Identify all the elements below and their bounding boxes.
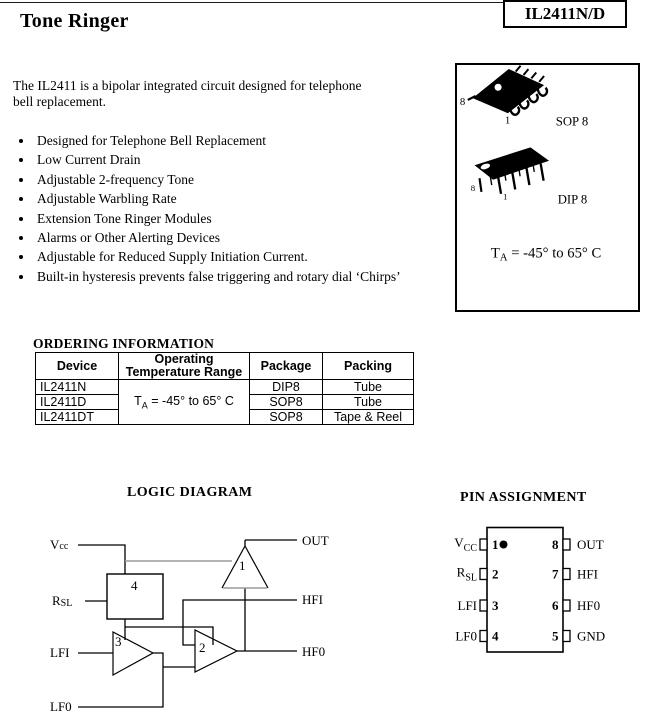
svg-text:7: 7 bbox=[552, 566, 559, 582]
pin1-marker bbox=[500, 541, 508, 549]
sop-pin1-label: 1 bbox=[504, 114, 511, 127]
page-title: Tone Ringer bbox=[20, 10, 129, 32]
feature-item: • Adjustable 2-frequency Tone bbox=[34, 170, 446, 189]
col-header-device: Device bbox=[36, 353, 119, 380]
svg-text:2: 2 bbox=[492, 566, 499, 582]
pin-label-gnd: GND bbox=[577, 628, 606, 644]
svg-text:5: 5 bbox=[552, 628, 559, 644]
ordering-table bbox=[35, 352, 414, 425]
feature-item: • Alarms or Other Alerting Devices bbox=[34, 228, 446, 247]
pin-label-hfi: HFI bbox=[577, 566, 598, 582]
feature-item: • Low Current Drain bbox=[34, 150, 446, 169]
part-number: IL2411N/D bbox=[524, 4, 606, 23]
lfi-label: LFI bbox=[50, 645, 70, 660]
pin-label-lf0: LF0 bbox=[455, 628, 477, 644]
pin-labels bbox=[454, 535, 605, 644]
pin-label-rsl: $R_{SL}$ bbox=[456, 564, 477, 584]
hfi-label: HFI bbox=[302, 592, 323, 607]
device-cell: IL2411DT bbox=[36, 410, 119, 425]
pin-assignment-diagram bbox=[440, 515, 645, 665]
pin-assignment-heading: PIN ASSIGNMENT bbox=[460, 490, 587, 505]
vcc-label: Vcc bbox=[50, 537, 69, 552]
dip-pin1-label: 1 bbox=[502, 191, 508, 202]
package-drawings bbox=[457, 65, 638, 310]
feature-list bbox=[18, 131, 446, 286]
col-header-package: Package bbox=[250, 353, 323, 380]
svg-text:6: 6 bbox=[552, 598, 559, 613]
feature-item: • Adjustable Warbling Rate bbox=[34, 189, 446, 208]
temp-range-cell: $T_A = -45^\circ$ to 65° C bbox=[119, 380, 250, 425]
amp3-label: 3 bbox=[115, 634, 122, 649]
package-box bbox=[455, 63, 640, 312]
feature-item: • Extension Tone Ringer Modules bbox=[34, 209, 446, 228]
feature-item: • Adjustable for Reduced Supply Initiation Current. bbox=[34, 247, 446, 266]
package-cell: SOP8 bbox=[250, 395, 323, 410]
package-cell: SOP8 bbox=[250, 410, 323, 425]
out-label: OUT bbox=[302, 533, 329, 548]
lf0-label: LF0 bbox=[50, 699, 72, 714]
hf0-label: HF0 bbox=[302, 644, 326, 659]
pin-label-lfi: LFI bbox=[457, 598, 477, 613]
block4-label: 4 bbox=[131, 578, 138, 593]
header-rule bbox=[0, 2, 503, 3]
svg-text:1: 1 bbox=[492, 537, 499, 552]
packing-cell: Tube bbox=[323, 380, 414, 395]
device-cell: IL2411D bbox=[36, 395, 119, 410]
ordering-heading: ORDERING INFORMATION bbox=[33, 336, 215, 351]
svg-text:3: 3 bbox=[492, 598, 499, 613]
part-number-box bbox=[503, 0, 627, 28]
dip8-caption: DIP 8 bbox=[557, 192, 588, 207]
logic-wires bbox=[78, 540, 297, 707]
pin-stubs bbox=[480, 539, 570, 642]
rsl-label: RSL bbox=[52, 593, 73, 609]
feature-item: • Designed for Telephone Bell Replacement bbox=[34, 131, 446, 150]
col-header-temp-range: Operating Temperature Range bbox=[119, 353, 250, 380]
pin-label-vcc: $V_{CC}$ bbox=[454, 535, 477, 554]
feature-item: • Built-in hysteresis prevents false triggering and rotary dial ‘Chirps’ bbox=[34, 267, 446, 286]
logic-diagram bbox=[30, 520, 340, 714]
packing-cell: Tube bbox=[323, 395, 414, 410]
device-cell: IL2411N bbox=[36, 380, 119, 395]
sop8-caption: SOP 8 bbox=[555, 114, 589, 129]
logic-diagram-heading: LOGIC DIAGRAM bbox=[127, 485, 253, 500]
dip-pin8-label: 8 bbox=[470, 182, 476, 193]
table-row bbox=[36, 380, 414, 395]
sop-pin8-label: 8 bbox=[459, 95, 466, 108]
sop8-package-drawing bbox=[460, 66, 547, 127]
col-header-packing: Packing bbox=[323, 353, 414, 380]
description-paragraph: The IL2411 is a bipolar integrated circuit designed for telephone bell replacement. bbox=[13, 78, 362, 109]
dip8-package-drawing bbox=[471, 148, 548, 202]
svg-text:8: 8 bbox=[552, 537, 559, 552]
amp1-label: 1 bbox=[239, 558, 246, 573]
pin-numbers bbox=[492, 537, 559, 644]
svg-text:4: 4 bbox=[492, 628, 499, 644]
temp-range-text: $T_A = -45^\circ$ to 65° C bbox=[490, 245, 602, 264]
package-cell: DIP8 bbox=[250, 380, 323, 395]
packing-cell: Tape & Reel bbox=[323, 410, 414, 425]
amp2-label: 2 bbox=[199, 640, 206, 655]
table-header-row bbox=[36, 353, 414, 380]
pin-label-out: OUT bbox=[577, 537, 604, 552]
pin-label-hf0: HF0 bbox=[577, 598, 601, 613]
